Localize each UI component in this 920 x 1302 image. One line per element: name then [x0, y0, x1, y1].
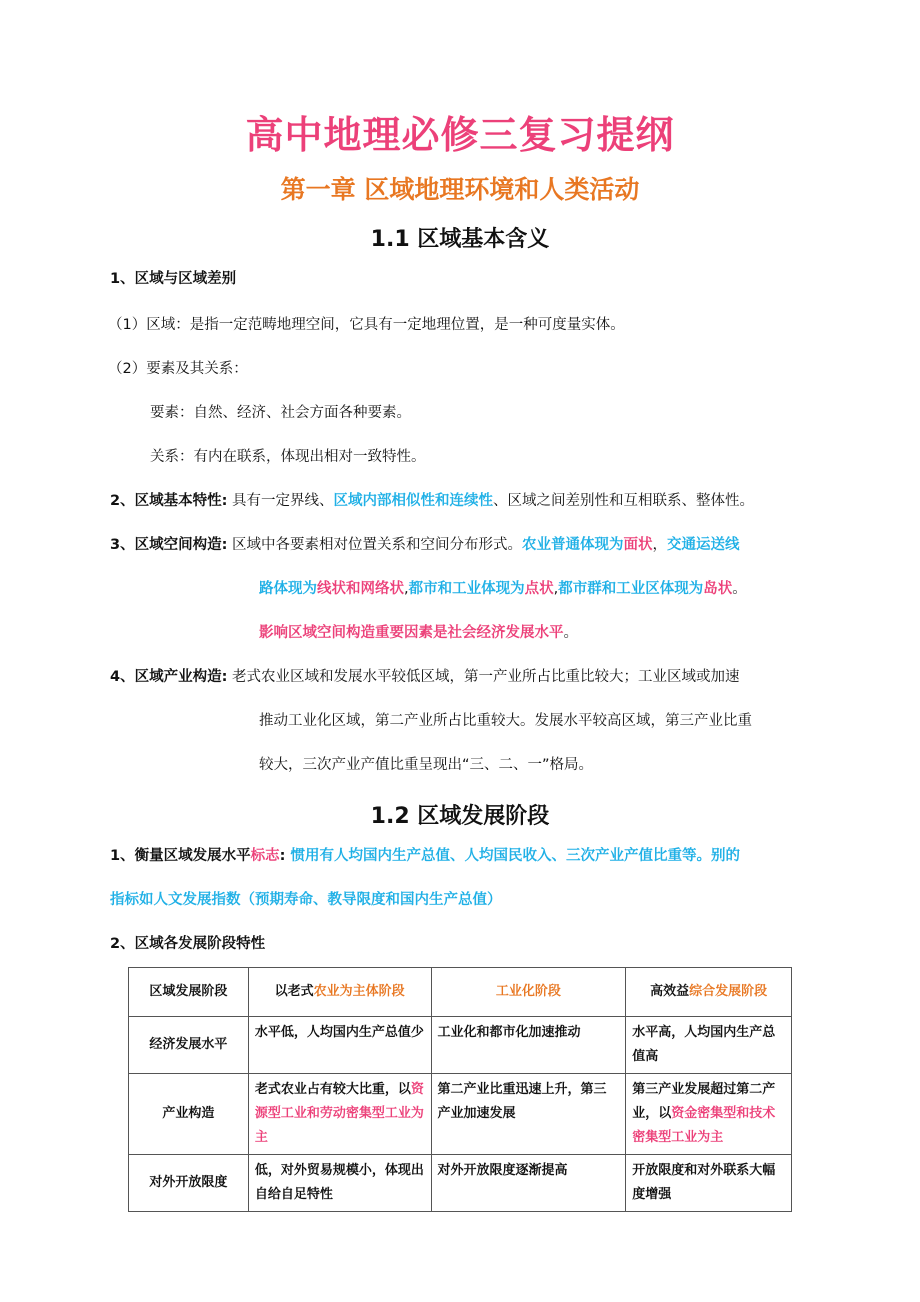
item-label: 3、区域空间构造: [110, 537, 228, 553]
table-cell [248, 1074, 431, 1155]
table-header-cell: 工业化阶段 [431, 968, 626, 1017]
highlight: 岛状 [703, 581, 733, 597]
relations-text: 关系：有内在联系，体现出相对一致特性。 [150, 449, 426, 465]
highlight: 资金密集型和技术密集型工业为主 [632, 1106, 776, 1145]
item-development-indicators [110, 846, 740, 866]
table-header-cell: 区域发展阶段 [129, 968, 249, 1017]
item-spatial-structure [110, 535, 740, 555]
highlight: 交通运送线 [667, 537, 740, 553]
highlight: 都市群和工业区体现为 [558, 581, 704, 597]
table-header-cell [626, 968, 792, 1017]
item-label: 2、区域基本特性: [110, 493, 228, 509]
spatial-structure-line3 [259, 623, 578, 643]
text: : [279, 848, 286, 864]
table-row-label: 经济发展水平 [129, 1017, 249, 1074]
elements-relations-heading: （2）要素及其关系： [108, 361, 248, 377]
text: , [553, 581, 559, 597]
highlight: 影响区域空间构造重要因素是社会经济发展水平 [259, 625, 564, 641]
table-header-cell [248, 968, 431, 1017]
table-cell: 对外开放限度逐渐提高 [431, 1155, 626, 1212]
highlight: 线状和网络状 [317, 581, 404, 597]
table-row [129, 1074, 792, 1155]
text: ， [652, 537, 667, 553]
item-region-characteristics [110, 491, 754, 511]
table-row [129, 1017, 792, 1074]
industrial-structure-line2: 推动工业化区域，第二产业所占比重较大。发展水平较高区域，第三产业比重 [259, 713, 752, 729]
table-header-row [129, 968, 792, 1017]
table-cell: 水平高，人均国内生产总值高 [626, 1017, 792, 1074]
item-label: 1、衡量区域发展水平 [110, 848, 251, 864]
text: 以老式 [274, 984, 314, 999]
highlight: 区域内部相似性和连续性 [333, 493, 493, 509]
text: 高效益 [650, 984, 690, 999]
highlight: 惯用有人均国内生产总值、人均国民收入、三次产业产值比重等。别的 [285, 848, 740, 864]
section-heading-1-1: 1.1 区域基本含义 [370, 227, 550, 252]
text: 具有一定界线、 [227, 493, 334, 509]
item-label: 4、区域产业构造: [110, 669, 228, 685]
highlight: 综合发展阶段 [689, 984, 768, 999]
text: 。 [563, 625, 578, 641]
highlight: 面状 [623, 537, 653, 553]
industrial-structure-line3: 较大，三次产业产值比重呈现出“三、二、一”格局。 [259, 757, 594, 773]
text: 第三产业发展超过第二产业，以 [632, 1082, 776, 1121]
highlight: 资源型工业和劳动密集型工业为主 [254, 1082, 424, 1145]
table-cell: 第二产业比重迅速上升，第三产业加速发展 [431, 1074, 626, 1155]
item-stage-characteristics: 2、区域各发展阶段特性 [110, 936, 266, 952]
development-indicators-line2: 指标如人文发展指数（预期寿命、教导限度和国内生产总值） [110, 892, 502, 908]
spatial-structure-line2 [259, 579, 747, 599]
item-industrial-structure [110, 667, 740, 687]
region-definition: （1）区域：是指一定范畴地理空间，它具有一定地理位置，是一种可度量实体。 [108, 317, 625, 333]
text: 。 [732, 581, 747, 597]
table-cell: 低，对外贸易规模小，体现出自给自足特性 [248, 1155, 431, 1212]
highlight: 农业为主体阶段 [313, 984, 405, 999]
table-row-label: 产业构造 [129, 1074, 249, 1155]
text: 区域中各要素相对位置关系和空间分布形式。 [227, 537, 522, 553]
document-title: 高中地理必修三复习提纲 [245, 113, 675, 157]
table-cell: 水平低，人均国内生产总值少 [248, 1017, 431, 1074]
highlight: 路体现为 [259, 581, 317, 597]
highlight: 标志 [250, 848, 280, 864]
section-heading-1-2: 1.2 区域发展阶段 [370, 804, 550, 829]
table-cell: 开放限度和对外联系大幅度增强 [626, 1155, 792, 1212]
development-stages-table [128, 967, 792, 1212]
elements-text: 要素：自然、经济、社会方面各种要素。 [150, 405, 411, 421]
highlight: 点状 [524, 581, 554, 597]
table-row [129, 1155, 792, 1212]
table-row-label: 对外开放限度 [129, 1155, 249, 1212]
table-cell: 工业化和都市化加速推动 [431, 1017, 626, 1074]
text: , [404, 581, 409, 597]
text: 老式农业区域和发展水平较低区域，第一产业所占比重比较大；工业区域或加速 [227, 669, 740, 685]
text: 、区域之间差别性和互相联系、整体性。 [493, 493, 754, 509]
chapter-heading: 第一章 区域地理环境和人类活动 [280, 175, 640, 204]
highlight: 都市和工业体现为 [408, 581, 525, 597]
highlight: 农业普通体现为 [522, 537, 624, 553]
item-region-difference: 1、区域与区域差别 [110, 271, 237, 287]
text: 老式农业占有较大比重，以 [254, 1082, 411, 1097]
table-cell [626, 1074, 792, 1155]
